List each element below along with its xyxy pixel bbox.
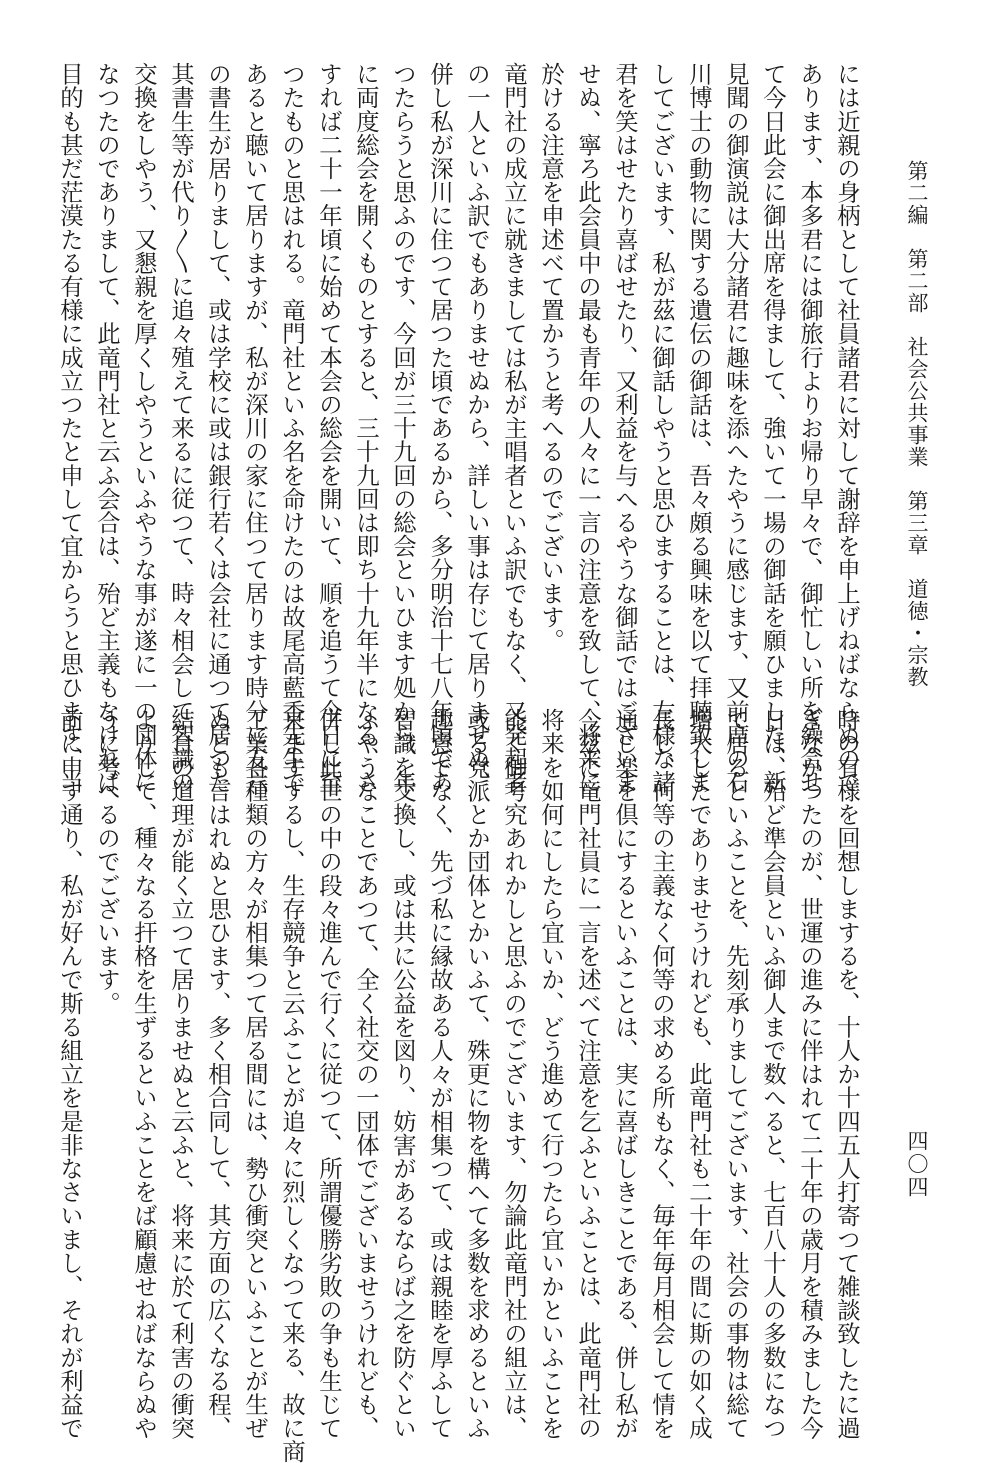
page-number: 四〇四: [905, 1130, 929, 1199]
text-column: 増大したでありませうけれども、此竜門社も二十年の間に斯の如く成: [685, 708, 713, 1440]
text-column: 趣意でなく、先づ私に縁故ある人々が相集つて、或は親睦を厚ふして: [426, 708, 454, 1440]
text-column: 今茲に竜門社員に一言を述べて注意を乞ふといふことは、此竜門社の: [574, 708, 602, 1440]
text-column: 時の有様を回想しまするを、十人か十四五人打寄つて雑談致したに過: [833, 708, 861, 1440]
text-column: せぬ、寧ろ此会員中の最も青年の人々に一言の注意を致して、将来に: [574, 62, 602, 794]
text-column: ふやうなことであつて、全く社交の一団体でございませうけれども、: [352, 708, 380, 1440]
text-column: 川博士の動物に関する遺伝の御話は、吾々頗る興味を以て拝聴致しま: [685, 62, 713, 794]
text-column: 目的も甚だ茫漠たる有様に成立つたと申して宜からうと思ひます、当: [56, 62, 84, 794]
text-column: 其書生等が代り〳〵に追々殖えて来るに従つて、時々相会して智識の: [167, 62, 195, 794]
running-head: 第二編 第二部 社会公共事業 第三章 道徳・宗教: [905, 160, 929, 688]
text-column: 来ますするし、生存競争と云ふことが追々に烈しくなつて来る、故に商: [278, 708, 306, 1463]
text-column: 或る党派とか団体とかいふて、殊更に物を構へて多数を求めるといふ: [463, 708, 491, 1440]
text-column: すれば二十一年頃に始めて本会の総会を開いて、順を追うて今日に至: [315, 62, 343, 794]
text-column: て今日此会に御出席を得まして、強いて一場の御話を願ひました、新: [759, 62, 787, 794]
text-column: あると聴いて居りますが、私が深川の家に住つて居ります時分に五六: [241, 62, 269, 794]
text-column: うに考へるのでございます。: [93, 708, 121, 1015]
text-column: 通じ楽を倶にするといふことは、実に喜ばしきことである、併し私が: [611, 708, 639, 1440]
text-column: 智識を交換し、或は共に公益を図り、妨害があるならば之を防ぐとい: [389, 708, 417, 1440]
text-column: 日は、殆ど準会員といふ御人まで数へると、七百八十人の多数になつ: [759, 708, 787, 1440]
text-column: あります、本多君には御旅行よりお帰り早々で、御忙しい所を繰合せ: [796, 62, 824, 794]
text-column: て居るといふことを、先刻承りましてございます、社会の事物は総て: [722, 708, 750, 1440]
text-column: の書生が居りまして、或は学校に或は銀行若くは会社に通つて居つた: [204, 62, 232, 794]
text-column: つたものと思はれる。竜門社といふ名を命けたのは故尾高藍香先生で: [278, 62, 306, 794]
text-column: 交換をしやう、又懇親を厚くしやうといふやうな事が遂に一の団体に: [130, 62, 158, 794]
lower-text-block: [56, 708, 865, 1463]
upper-text-block: [56, 62, 865, 794]
text-column: に両度総会を開くものとすると、三十九回は即ち十九年半になる、さ: [352, 62, 380, 794]
text-column: の一人といふ訳でもありませぬから、詳しい事は存じて居りませぬ、: [463, 62, 491, 794]
text-column: 君を笑はせたり喜ばせたり、又利益を与へるやうな御話ではございま: [611, 62, 639, 794]
text-column: 将来を如何にしたら宜いか、どう進めて行つたら宜いかといふことを: [537, 708, 565, 1440]
text-column: 長し、何等の主義なく何等の求める所もなく、毎年毎月相会して情を: [648, 708, 676, 1440]
text-column: 竜門社の成立に就きましては私が主唱者といふ訳でもなく、又発起者: [500, 62, 528, 794]
text-column: ぬとも言はれぬと思ひます、多く相合同して、其方面の広くなる程、: [204, 708, 232, 1440]
text-column: 於ける注意を申述べて置かうと考へるのでございます。: [537, 62, 565, 652]
text-column: には近親の身柄として社員諸君に対して謝辞を申上げねばならぬので: [833, 62, 861, 794]
text-column: ぎなかつたのが、世運の進みに伴はれて二十年の歳月を積みました今: [796, 708, 824, 1440]
text-column: 見聞の御演説は大分諸君に趣味を添へたやうに感じます、又前席の石: [722, 62, 750, 794]
text-column: 能く御考究あれかしと思ふのでございます、勿論此竜門社の組立は、: [500, 708, 528, 1440]
text-column: 工業各種類の方々が相集つて居る間には、勢ひ衝突といふことが生ぜ: [241, 708, 269, 1440]
text-column: してございます、私が茲に御話しやうと思ひますることは、左様な諸: [648, 62, 676, 794]
text-column: 結合の道理が能く立つて居りませぬと云ふと、将来に於て利害の衝突: [167, 708, 195, 1440]
text-column: よりして、種々なる扞格を生ずるといふことをば顧慮せねばならぬや: [130, 708, 158, 1440]
text-column: 前に申す通り、私が好んで斯る組立を是非なさいまし、それが利益で: [56, 708, 84, 1440]
text-column: 併し私が深川に住つて居つた頃であるから、多分明治十七八年頃であ: [426, 62, 454, 794]
text-column: つたらうと思ふのです、今回が三十九回の総会といひます処から、年: [389, 62, 417, 794]
text-column: 併し此世の中の段々進んで行くに従つて、所謂優勝劣敗の争も生じて: [315, 708, 343, 1440]
text-column: なつたのでありまして、此竜門社と云ふ会合は、殆ど主義もなければ: [93, 62, 121, 794]
